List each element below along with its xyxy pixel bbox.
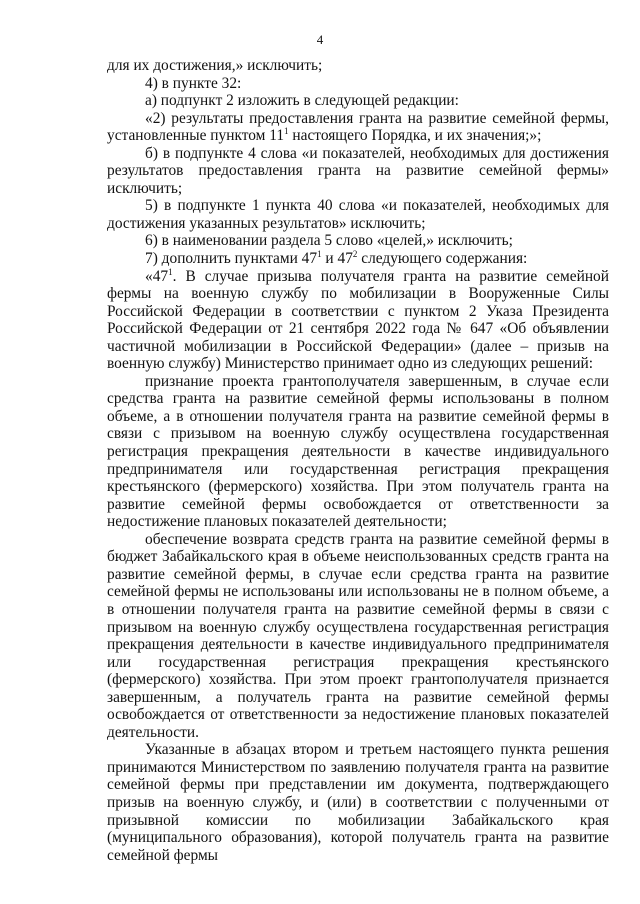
text-run: Указанные в абзацах втором и третьем настоящего пункта решения принимаются Министерством по заявлению получателя гранта на развитие семейной фермы при представлении им документа, подтверждающего призыв на военную службу, и (или) в соответствии с полученными от призывной комиссии по мобилизации Забайкальского края (муниципального образования), которой получатель гранта на развитие семейной фермы bbox=[107, 741, 609, 864]
text-run: настоящего Порядка, и их значения;»; bbox=[288, 127, 542, 145]
superscript: 1 bbox=[168, 266, 173, 277]
text-run: «47 bbox=[145, 267, 169, 285]
text-run: а) подпункт 2 изложить в следующей редакции: bbox=[145, 92, 459, 110]
text-run: «2) результаты предоставления гранта на развитие семейной фермы, установленные пунктом 11 bbox=[107, 109, 609, 145]
paragraph bbox=[107, 145, 609, 198]
text-run: 5) в подпункте 1 пункта 40 слова «и показателей, необходимых для достижения указанных результатов» исключить; bbox=[107, 197, 609, 232]
text-run: б) в подпункте 4 слова «и показателей, необходимых для достижения результатов предоставления гранта на развитие семейной фермы» исключить; bbox=[107, 144, 609, 197]
paragraph bbox=[107, 110, 609, 145]
text-run: признание проекта грантополучателя завершенным, в случае если средства гранта на развитие семейной фермы использованы в полном объеме, а в отношении получателя гранта на развитие семейной фермы в связи с призывом на военную службу осуществлена государственная регистрация прекращения деятельности в качестве индивидуального предпринимателя или государственная регистрация прекращения крестьянского (фермерского) хозяйства. При этом получатель гранта на развитие семейной фермы освобождается от ответственности за недостижение плановых показателей деятельности; bbox=[107, 372, 609, 531]
paragraph bbox=[107, 250, 609, 268]
text-run: 4) в пункте 32: bbox=[145, 74, 242, 92]
text-run: 6) в наименовании раздела 5 слово «целей,» исключить; bbox=[145, 232, 513, 250]
paragraph bbox=[107, 75, 609, 93]
paragraph bbox=[107, 741, 609, 864]
superscript: 2 bbox=[352, 249, 358, 260]
superscript: 1 bbox=[317, 249, 322, 260]
paragraph bbox=[107, 92, 609, 110]
text-run: . В случае призыва получателя гранта на развитие семейной фермы на военную службу по мобилизации в Вооруженные Силы Российской Федерации в соответствии с пунктом 2 Указа Президента Российской Федерации от 21 сентября 2022 года № 647 «Об объявлении частичной мобилизации в Российской Федерации» (далее – призыв на военную службу) Министерство принимает одно из следующих решений: bbox=[107, 267, 609, 373]
text-run: для их достижения,» исключить; bbox=[107, 57, 323, 74]
paragraph bbox=[107, 531, 609, 742]
text-run: следующего содержания: bbox=[357, 250, 528, 268]
paragraph bbox=[107, 268, 609, 373]
page-number: 4 bbox=[316, 32, 324, 47]
paragraph bbox=[107, 57, 609, 75]
document-body bbox=[107, 57, 609, 864]
paragraph bbox=[107, 232, 609, 250]
text-run: и 47 bbox=[321, 250, 353, 268]
paragraph bbox=[107, 373, 609, 531]
superscript: 1 bbox=[284, 126, 289, 137]
text-run: обеспечение возврата средств гранта на развитие семейной фермы в бюджет Забайкальского края в объеме неиспользованных средств гранта на развитие семейной фермы, в случае если средства гранта на развитие семейной фермы не использованы или использованы не в полном объеме, а в отношении получателя гранта на развитие семейной фермы в связи с призывом на военную службу осуществлена государственная регистрация прекращения деятельности в качестве индивидуального предпринимателя или государственная регистрация прекращения крестьянского (фермерского) хозяйства. При этом проект грантополучателя признается завершенным, а получатель гранта на развитие семейной фермы освобождается от ответственности за недостижение плановых показателей деятельности. bbox=[107, 530, 609, 741]
paragraph bbox=[107, 197, 609, 232]
text-run: 7) дополнить пунктами 47 bbox=[145, 250, 318, 268]
